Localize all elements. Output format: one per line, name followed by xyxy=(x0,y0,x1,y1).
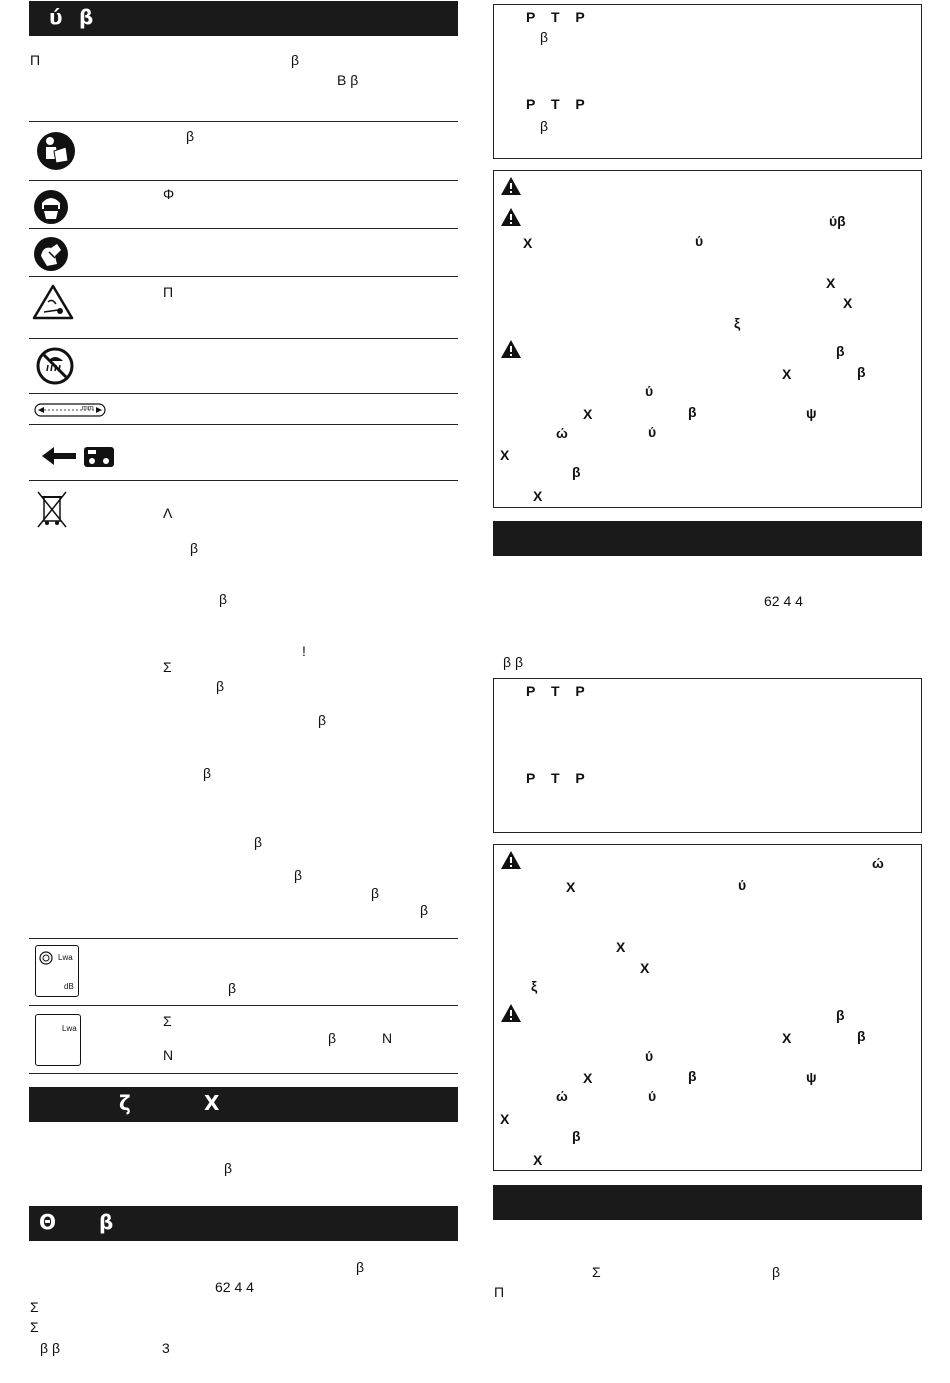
warning-text: Χ xyxy=(500,447,510,463)
section-text: 3 xyxy=(162,1340,170,1356)
warning-text: β xyxy=(688,404,697,420)
warning-text: Χ xyxy=(782,366,792,382)
warning-text: β xyxy=(857,364,866,380)
noise-desc: Σ xyxy=(163,1013,172,1029)
weee-text: β xyxy=(216,678,225,694)
section-text: β xyxy=(772,1264,781,1280)
warning-text: ύ xyxy=(648,1088,657,1104)
warning-text: Χ xyxy=(533,1152,543,1168)
symbol-desc: Φ xyxy=(163,186,175,202)
warning-text: Χ xyxy=(583,406,593,422)
read-manual-icon xyxy=(36,131,76,174)
face-shield-helmet-icon xyxy=(33,189,69,228)
warning-text: ύ xyxy=(738,877,747,893)
warning-text: ύβ xyxy=(829,213,846,229)
noise-desc: N xyxy=(382,1030,393,1046)
warning-text: ύ xyxy=(645,1048,654,1064)
warning-text: ύ xyxy=(645,383,654,399)
no-rain-icon xyxy=(36,347,74,388)
section-text: Π xyxy=(494,1284,505,1300)
section-text: β xyxy=(356,1259,365,1275)
warning-text: β xyxy=(688,1068,697,1084)
table-rule xyxy=(29,338,458,339)
warning-icon xyxy=(500,1003,522,1023)
header-text-b: β xyxy=(79,5,94,29)
warning-text: Χ xyxy=(566,879,576,895)
chain-unit-label: mm xyxy=(82,405,94,412)
value-text: β xyxy=(540,29,549,45)
table-rule xyxy=(29,424,458,425)
weee-text: β xyxy=(420,902,429,918)
warning-text: ώ xyxy=(872,855,884,871)
warning-text: ώ xyxy=(556,425,568,441)
weee-text: Σ xyxy=(163,659,172,675)
chain-length-icon xyxy=(34,402,106,421)
noise-desc: N xyxy=(163,1047,174,1063)
section-text: β β xyxy=(40,1340,60,1356)
warning-text: ύ xyxy=(648,424,657,440)
warning-text: Χ xyxy=(843,295,853,311)
table-rule xyxy=(29,938,458,939)
weee-text: Λ xyxy=(163,505,173,521)
warning-text: β xyxy=(572,464,581,480)
section-header-purpose xyxy=(29,1087,458,1122)
table-rule xyxy=(29,393,458,394)
lwa-label: Lwa xyxy=(58,953,73,962)
warning-icon xyxy=(500,339,522,359)
warning-text: ξ xyxy=(734,315,741,331)
standard-number: 62 4 4 xyxy=(215,1279,254,1295)
warning-text: ώ xyxy=(556,1088,568,1104)
db-label: dB xyxy=(64,982,74,991)
warning-text: β xyxy=(572,1128,581,1144)
section-text: β xyxy=(224,1160,233,1176)
model-label: P T P xyxy=(526,683,591,699)
table-rule xyxy=(29,480,458,481)
intro-text: Π xyxy=(30,52,41,68)
table-rule xyxy=(29,1005,458,1006)
header-text-b: Χ xyxy=(204,1091,220,1115)
weee-text: β xyxy=(219,591,228,607)
noise-desc: β xyxy=(228,980,237,996)
warning-text: β xyxy=(857,1028,866,1044)
values-box xyxy=(493,678,922,833)
weee-text: β xyxy=(190,540,199,556)
warning-text: Χ xyxy=(640,960,650,976)
noise-desc: β xyxy=(328,1030,337,1046)
section-header-symbols xyxy=(29,1,458,36)
warning-icon xyxy=(500,850,522,870)
model-label: P T P xyxy=(526,770,591,786)
intro-text: β xyxy=(291,52,300,68)
warning-text: Χ xyxy=(500,1111,510,1127)
table-rule xyxy=(29,121,458,122)
section-header-vibration xyxy=(493,521,922,556)
section-text: Σ xyxy=(30,1299,39,1315)
symbol-desc: β xyxy=(186,128,195,144)
warning-text: Χ xyxy=(782,1030,792,1046)
table-rule xyxy=(29,1073,458,1074)
header-text-a: ζ xyxy=(119,1091,131,1115)
warning-text: β xyxy=(836,1007,845,1023)
sound-level-guarantee-icon xyxy=(35,945,79,997)
section-header-noise xyxy=(29,1206,458,1241)
model-label: P T P xyxy=(526,96,591,112)
weee-text: ! xyxy=(302,643,306,659)
values-box xyxy=(493,4,922,159)
table-rule xyxy=(29,276,458,277)
warning-icon xyxy=(500,207,522,227)
warning-text: Χ xyxy=(533,488,543,504)
warning-text: ψ xyxy=(806,405,817,421)
weee-text: β xyxy=(371,885,380,901)
chain-direction-icon xyxy=(40,443,118,472)
intro-text: Β β xyxy=(337,72,359,88)
symbol-desc: Π xyxy=(163,284,174,300)
value-text: β xyxy=(540,118,549,134)
header-text-a: Θ xyxy=(39,1210,57,1234)
lwa-label: Lwa xyxy=(62,1024,77,1033)
warning-text: Χ xyxy=(616,939,626,955)
warning-box xyxy=(493,170,922,508)
standard-number: 62 4 4 xyxy=(764,593,803,609)
sound-level-icon xyxy=(35,1014,81,1066)
weee-text: β xyxy=(318,712,327,728)
weee-text: β xyxy=(203,765,212,781)
section-text: Σ xyxy=(592,1264,601,1280)
header-text-b: β xyxy=(99,1210,114,1234)
weee-text: β xyxy=(294,867,303,883)
gloves-icon xyxy=(33,236,69,275)
header-text-a: ύ xyxy=(49,5,63,29)
warning-box xyxy=(493,844,922,1171)
table-rule xyxy=(29,228,458,229)
warning-text: Χ xyxy=(583,1070,593,1086)
kickback-warning-icon xyxy=(32,284,74,323)
warning-text: ξ xyxy=(531,978,538,994)
warning-text: β xyxy=(836,343,845,359)
section-text: Σ xyxy=(30,1319,39,1335)
section-text: β β xyxy=(503,654,523,670)
weee-text: β xyxy=(254,834,263,850)
warning-text: ψ xyxy=(806,1069,817,1085)
table-rule xyxy=(29,180,458,181)
warning-icon xyxy=(500,176,522,196)
warning-text: Χ xyxy=(523,235,533,251)
warning-text: ύ xyxy=(695,233,704,249)
section-header-eu-declaration xyxy=(493,1185,922,1220)
model-label: P T P xyxy=(526,9,591,25)
warning-text: Χ xyxy=(826,275,836,291)
crossed-bin-icon xyxy=(35,489,69,532)
